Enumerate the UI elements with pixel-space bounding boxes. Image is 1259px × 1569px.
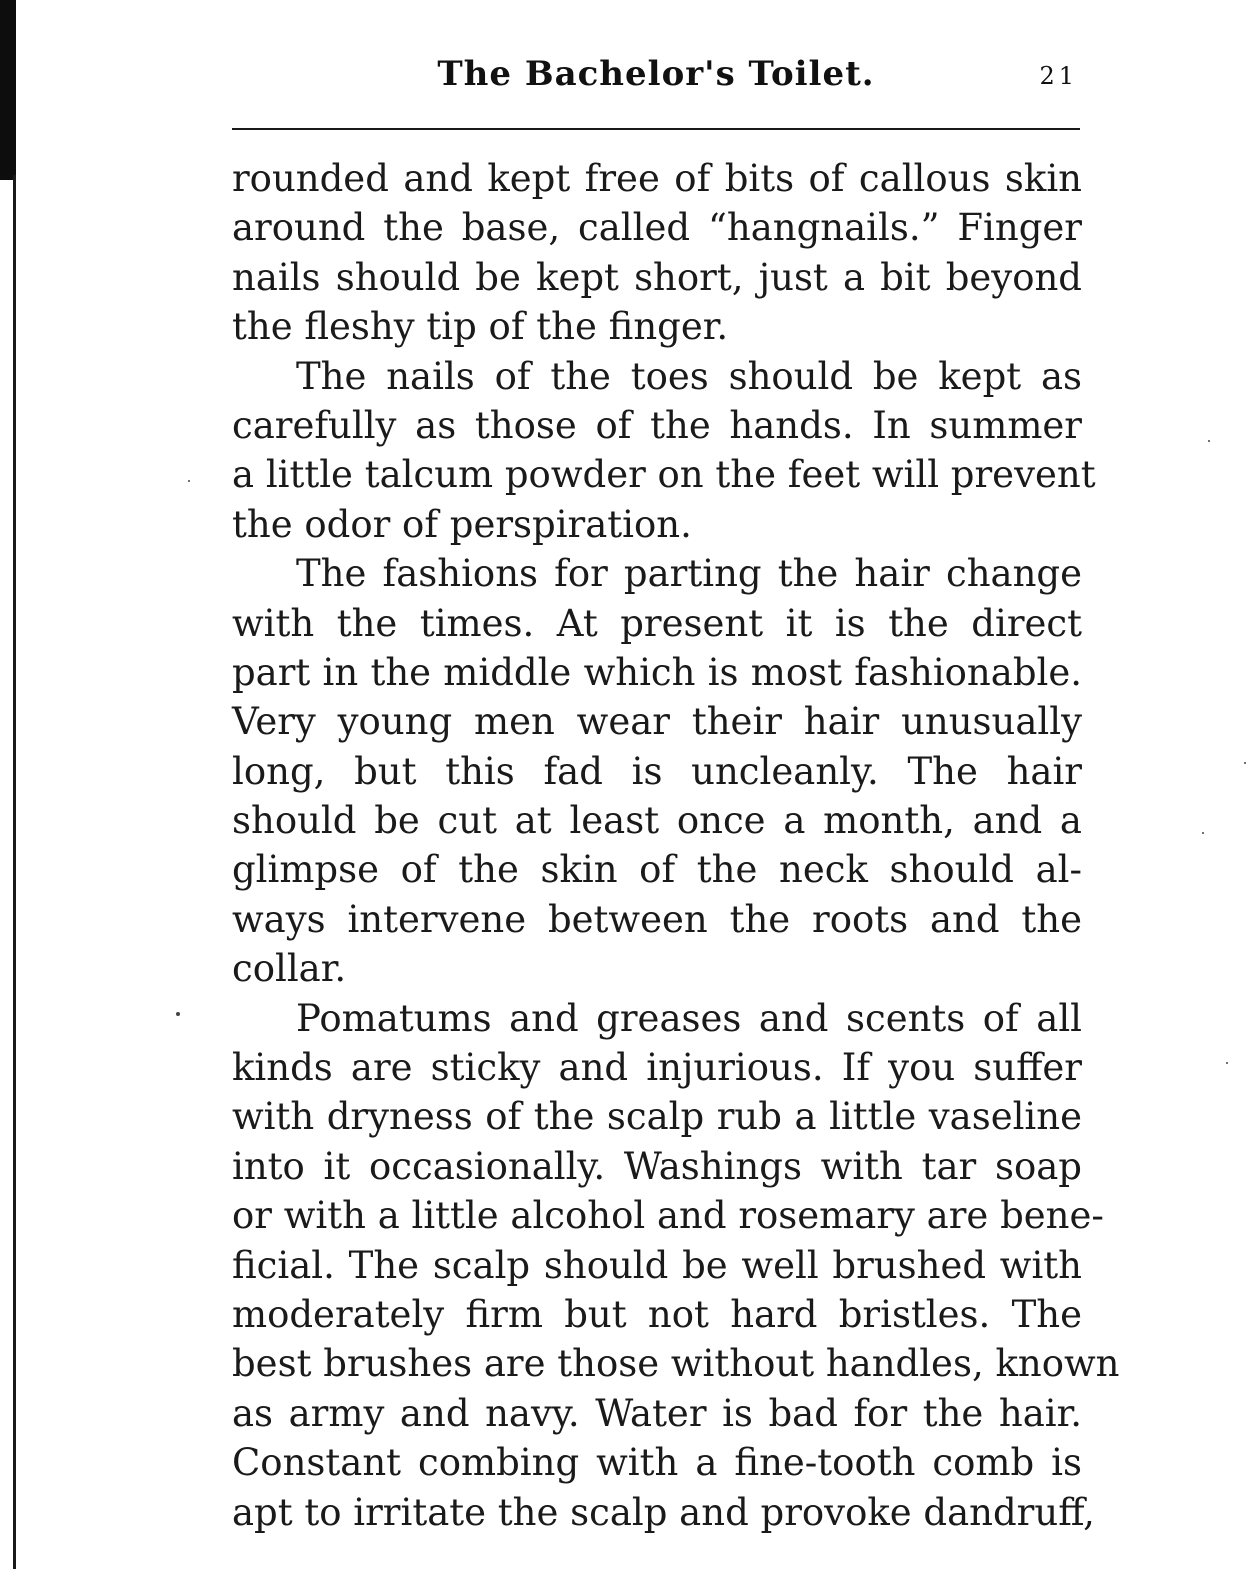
- text-line: ficial. The scalp should be well brushed with: [232, 1243, 1082, 1287]
- text-line: or with a little alcohol and rosemary are bene-: [232, 1194, 1104, 1238]
- text-line: moderately firm but not hard bristles. The: [232, 1292, 1082, 1336]
- paragraph-nails: [232, 154, 1082, 352]
- text-line: The fashions for parting the hair change: [296, 552, 1082, 596]
- scan-speck: [188, 480, 190, 482]
- text-line: with dryness of the scalp rub a little vaseline: [232, 1095, 1082, 1139]
- scan-speck: [1244, 762, 1246, 764]
- text-line: kinds are sticky and injurious. If you suffer: [232, 1046, 1082, 1090]
- text-line: should be cut at least once a month, and a: [232, 799, 1082, 843]
- page-number: 21: [1039, 62, 1078, 90]
- text-line: collar.: [232, 947, 347, 991]
- page-header: [232, 54, 1080, 110]
- text-line: Constant combing with a fine-tooth comb is: [232, 1441, 1082, 1485]
- text-line: as army and navy. Water is bad for the hair.: [232, 1391, 1082, 1435]
- scan-speck: [1202, 832, 1204, 834]
- text-line: into it occasionally. Washings with tar soap: [232, 1144, 1082, 1188]
- body-text: [232, 154, 1120, 1537]
- text-line: rounded and kept free of bits of callous skin: [232, 157, 1082, 200]
- scan-speck: [1226, 1062, 1228, 1064]
- scan-speck: [1208, 440, 1210, 442]
- text-line: carefully as those of the hands. In summer: [232, 403, 1082, 447]
- scan-speck: [176, 1012, 180, 1016]
- paragraph-pomatums: [232, 994, 1120, 1537]
- text-line: Pomatums and greases and scents of all: [296, 996, 1082, 1040]
- text-line: nails should be kept short, just a bit beyond: [232, 255, 1082, 299]
- text-line: apt to irritate the scalp and provoke dandruff,: [232, 1490, 1095, 1534]
- text-line: part in the middle which is most fashionable.: [232, 650, 1082, 694]
- text-line: the fleshy tip of the finger.: [232, 305, 729, 349]
- scan-edge-line: [13, 175, 16, 1569]
- text-line: ways intervene between the roots and the: [232, 897, 1082, 941]
- scan-edge-shadow: [0, 0, 16, 180]
- text-line: glimpse of the skin of the neck should al-: [232, 848, 1082, 892]
- text-line: with the times. At present it is the direct: [232, 601, 1082, 645]
- paragraph-hair-parting: [232, 549, 1082, 994]
- text-line: around the base, called “hangnails.” Finger: [232, 206, 1082, 250]
- text-line: The nails of the toes should be kept as: [296, 354, 1082, 398]
- text-line: a little talcum powder on the feet will prevent: [232, 453, 1096, 497]
- header-rule: [232, 128, 1080, 130]
- text-line: the odor of perspiration.: [232, 502, 692, 546]
- running-title: The Bachelor's Toilet.: [437, 54, 875, 94]
- paragraph-toes: [232, 352, 1096, 550]
- text-line: best brushes are those without handles, known: [232, 1342, 1120, 1386]
- text-line: Very young men wear their hair unusually: [232, 700, 1082, 744]
- text-line: long, but this fad is uncleanly. The hair: [232, 749, 1082, 793]
